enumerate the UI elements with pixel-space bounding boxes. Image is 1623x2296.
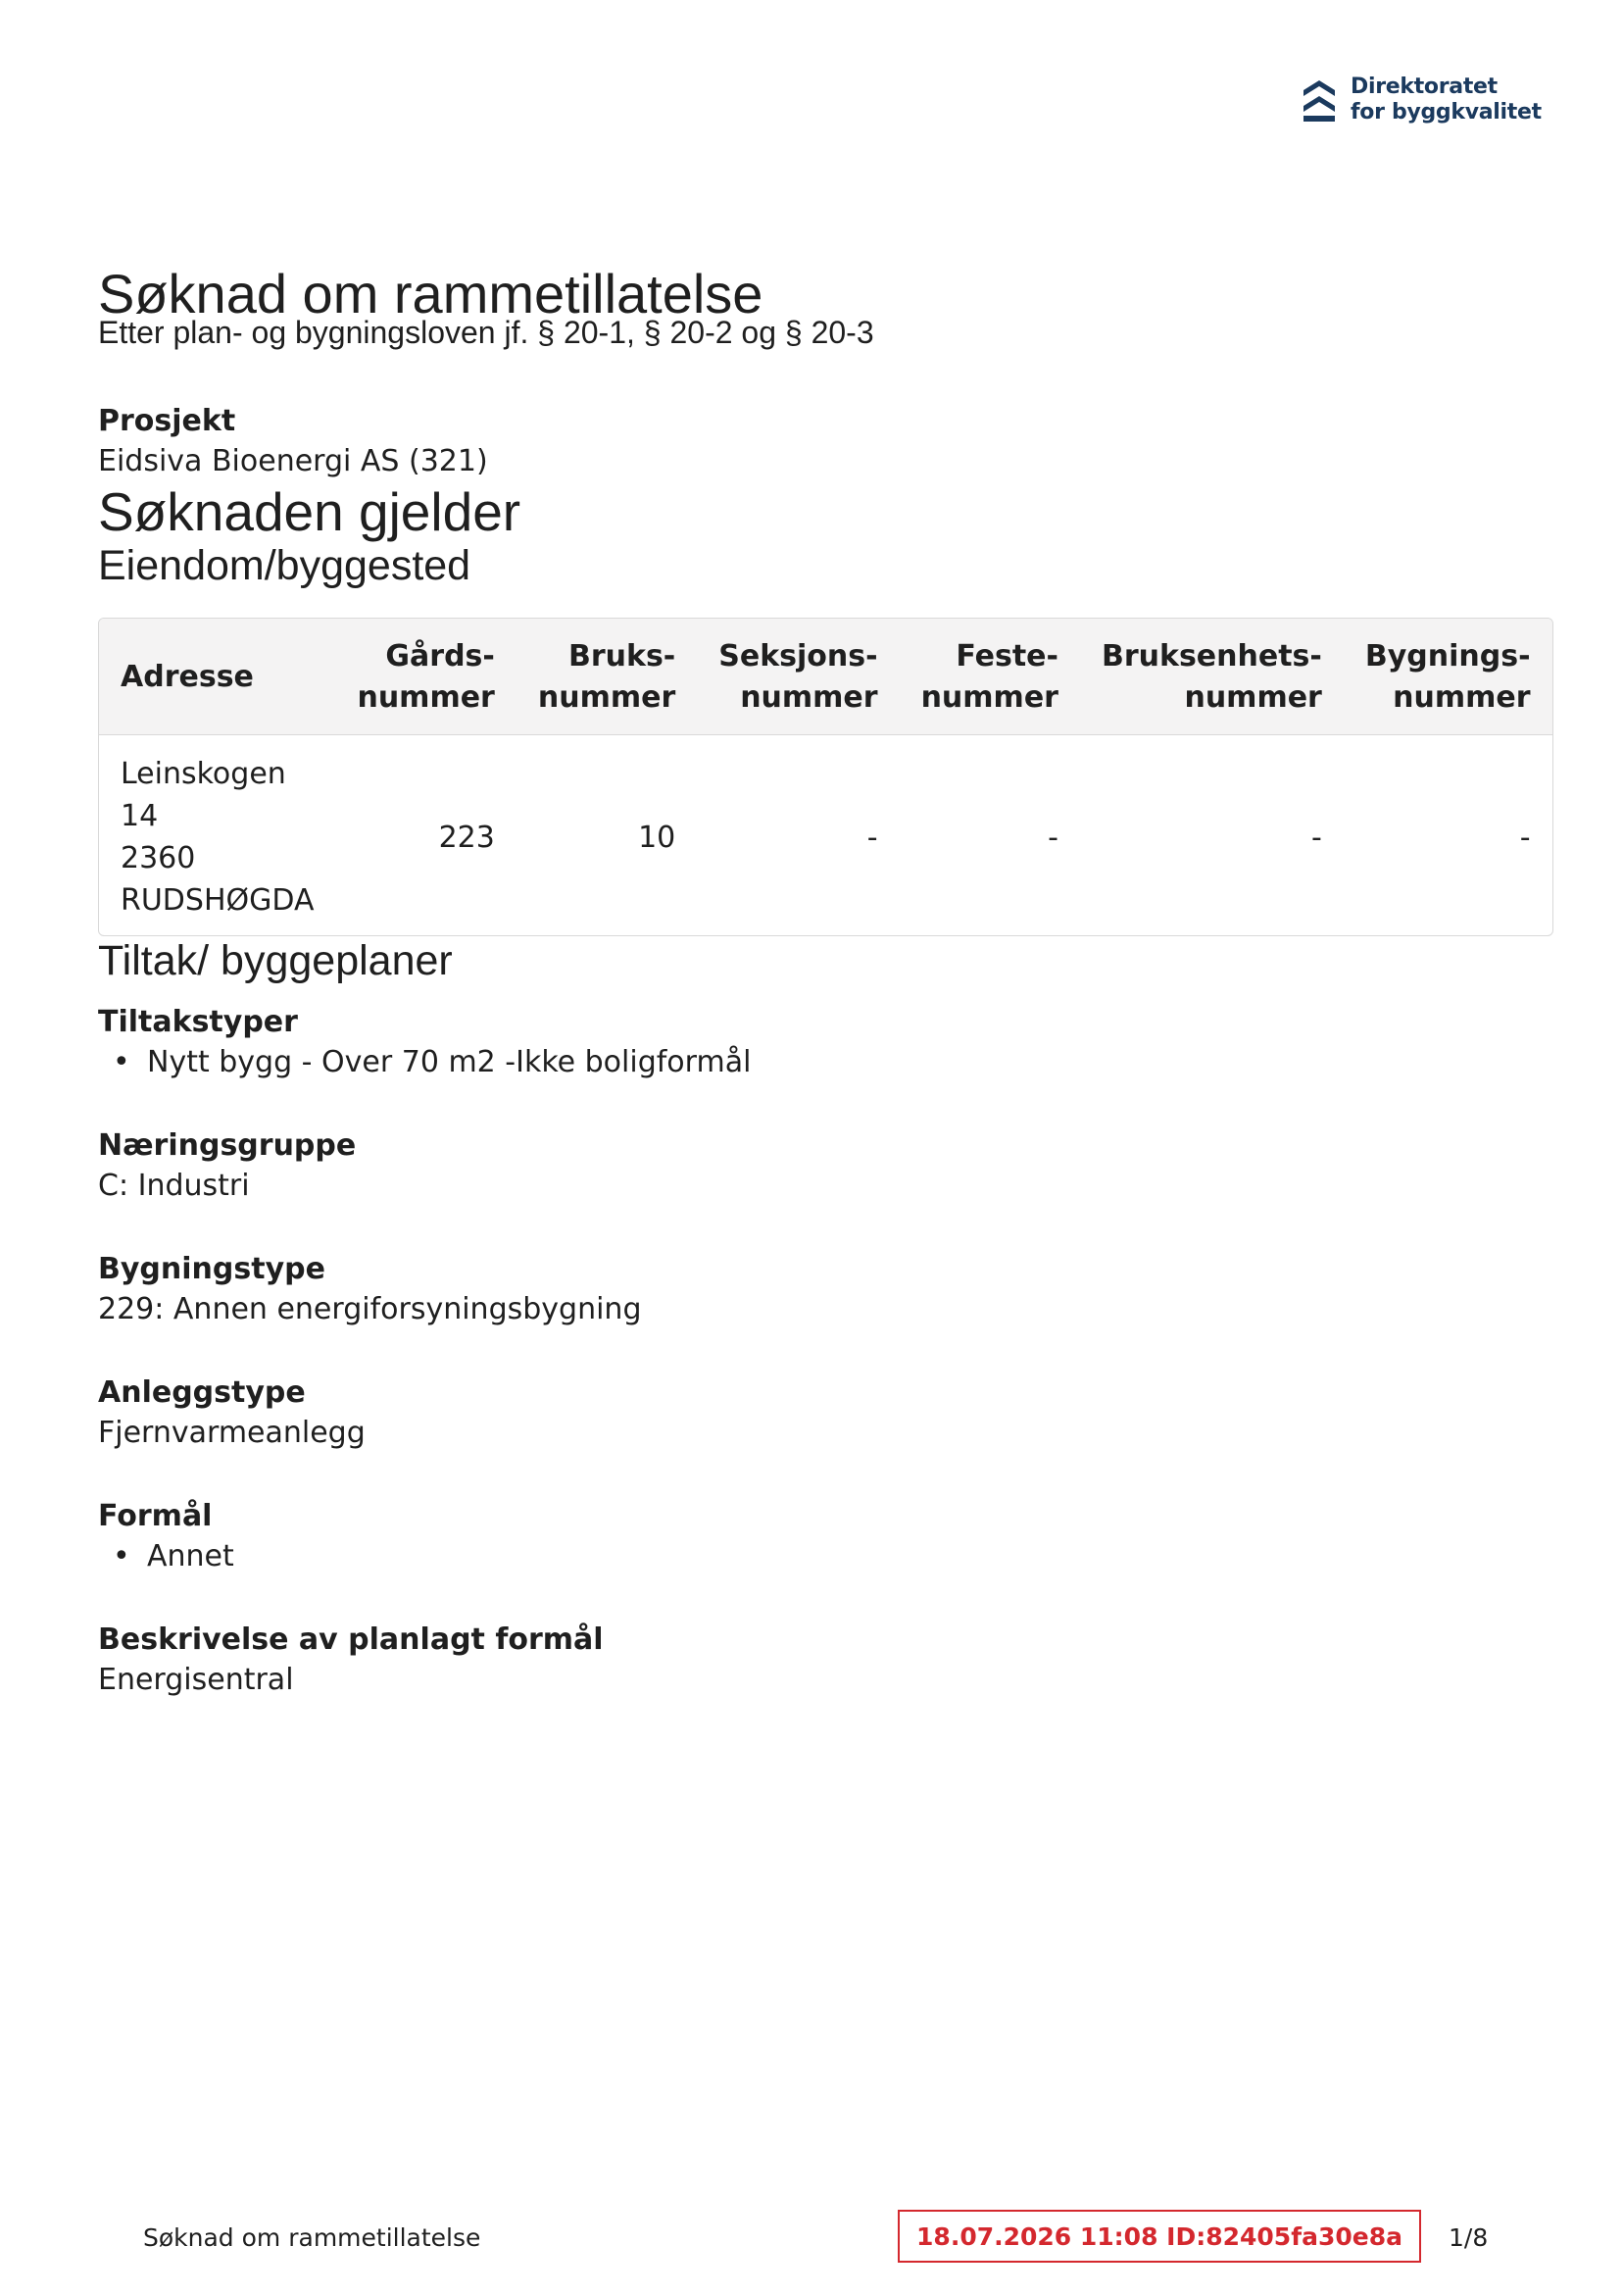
column-header-line: nummer xyxy=(920,680,1058,715)
property-table xyxy=(98,618,1553,936)
column-header-line: nummer xyxy=(537,680,676,715)
column-header-line: Bruks- xyxy=(567,639,676,674)
column-header-seksjonsnummer xyxy=(697,619,899,735)
column-header-line: Adresse xyxy=(121,660,254,694)
list-item: • Nytt bygg - Over 70 m2 -Ikke boligformål xyxy=(147,1042,1533,1083)
dibk-logo xyxy=(1302,75,1542,125)
tiltak-fields xyxy=(98,1003,1533,1701)
cell-seksjonsnummer: - xyxy=(866,820,878,855)
cell-adresse xyxy=(99,735,335,935)
page-number: 1/8 xyxy=(1449,2223,1489,2252)
logo-wordmark xyxy=(1351,75,1542,125)
tiltakstyper-label: Tiltakstyper xyxy=(98,1005,298,1039)
tiltakstyper-field xyxy=(98,1003,1533,1083)
dibk-chevron-logo-icon xyxy=(1302,76,1337,124)
column-header-festenummer xyxy=(900,619,1080,735)
naeringsgruppe-value: C: Industri xyxy=(98,1169,250,1203)
column-header-bruksenhetsnummer xyxy=(1080,619,1344,735)
anleggstype-field xyxy=(98,1373,1533,1454)
document-subtitle: Etter plan- og bygningsloven jf. § 20-1, § 20-2 og § 20-3 xyxy=(98,315,874,350)
naeringsgruppe-label: Næringsgruppe xyxy=(98,1128,357,1163)
adresse-place: RUDSHØGDA xyxy=(121,883,315,918)
column-header-line: Bygnings- xyxy=(1364,639,1531,674)
column-header-line: Seksjons- xyxy=(718,639,878,674)
document-body xyxy=(98,263,1533,1744)
formal-list xyxy=(98,1536,1533,1577)
footer-document-title: Søknad om rammetillatelse xyxy=(143,2223,481,2252)
adresse-postcode: 2360 xyxy=(121,841,196,875)
prosjekt-value: Eidsiva Bioenergi AS (321) xyxy=(98,444,488,478)
anleggstype-label: Anleggstype xyxy=(98,1375,306,1410)
timestamp-id-stamp: 18.07.2026 11:08 ID:82405fa30e8a xyxy=(898,2210,1421,2263)
prosjekt-label: Prosjekt xyxy=(98,404,236,438)
adresse-street: Leinskogen 14 xyxy=(121,757,286,833)
column-header-line: nummer xyxy=(1393,680,1531,715)
column-header-line: nummer xyxy=(357,680,495,715)
tiltakstyper-list xyxy=(98,1042,1533,1083)
column-header-gardsnummer xyxy=(335,619,516,735)
column-header-line: Bruksenhets- xyxy=(1101,639,1322,674)
logo-line-1: Direktoratet xyxy=(1351,75,1498,99)
column-header-line: nummer xyxy=(1184,680,1322,715)
bygningstype-field xyxy=(98,1250,1533,1330)
beskrivelse-field xyxy=(98,1621,1533,1701)
beskrivelse-value: Energisentral xyxy=(98,1663,294,1697)
bygningstype-value: 229: Annen energiforsyningsbygning xyxy=(98,1292,642,1326)
beskrivelse-label: Beskrivelse av planlagt formål xyxy=(98,1622,604,1657)
cell-bruksnummer: 10 xyxy=(638,820,676,855)
logo-line-2: for byggkvalitet xyxy=(1351,100,1542,125)
section-heading-soknaden-gjelder: Søknaden gjelder xyxy=(98,481,521,542)
anleggstype-value: Fjernvarmeanlegg xyxy=(98,1416,366,1450)
formal-label: Formål xyxy=(98,1499,213,1533)
table-header-row xyxy=(99,619,1552,735)
document-title: Søknad om rammetillatelse xyxy=(98,263,763,324)
cell-gardsnummer: 223 xyxy=(438,820,495,855)
column-header-bruksnummer xyxy=(516,619,697,735)
column-header-line: Gårds- xyxy=(385,639,495,674)
cell-bruksenhetsnummer: - xyxy=(1311,820,1322,855)
column-header-line: nummer xyxy=(740,680,878,715)
column-header-bygningsnummer xyxy=(1344,619,1552,735)
prosjekt-field xyxy=(98,402,1533,482)
column-header-line: Feste- xyxy=(956,639,1058,674)
formal-field xyxy=(98,1497,1533,1577)
subsection-heading-tiltak: Tiltak/ byggeplaner xyxy=(98,937,453,984)
cell-festenummer: - xyxy=(1048,820,1058,855)
table-row xyxy=(99,735,1552,935)
subsection-heading-eiendom: Eiendom/byggested xyxy=(98,542,471,589)
column-header-adresse xyxy=(99,619,335,735)
cell-bygningsnummer: - xyxy=(1519,820,1531,855)
bygningstype-label: Bygningstype xyxy=(98,1252,325,1286)
naeringsgruppe-field xyxy=(98,1126,1533,1207)
list-item: • Annet xyxy=(147,1536,1533,1577)
